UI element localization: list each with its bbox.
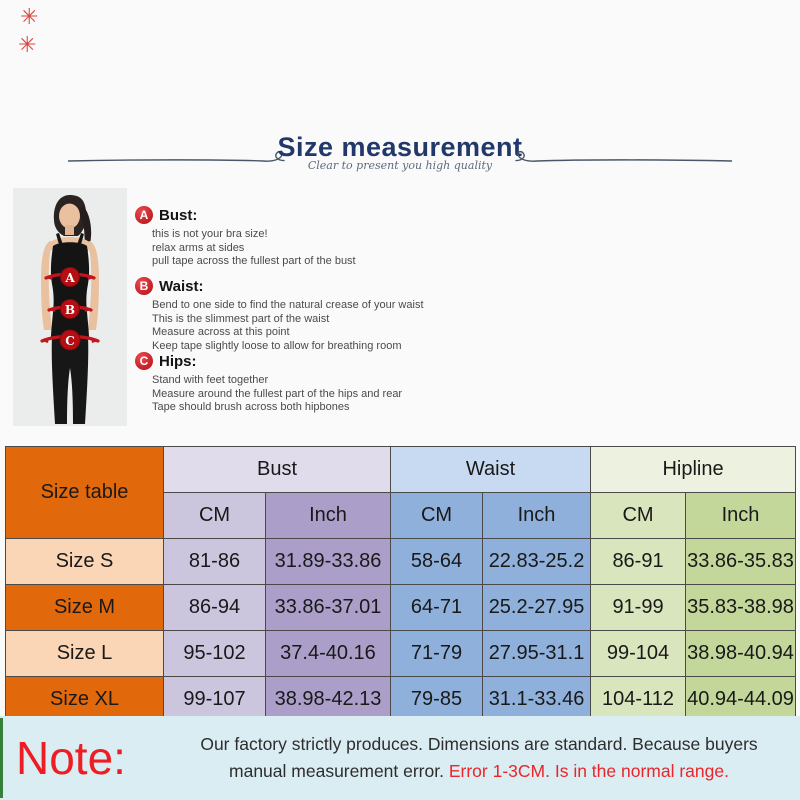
table-header-row — [6, 447, 796, 493]
note-banner — [0, 716, 800, 800]
marker-a-letter: A — [65, 271, 75, 285]
cell-waist-cm: 79-85 — [391, 677, 483, 722]
cell-bust-inch: 33.86-37.01 — [266, 585, 391, 631]
instruction-line: Measure across at this point — [152, 326, 290, 339]
cell-bust-inch: 37.4-40.16 — [266, 631, 391, 677]
marker-a-badge: A — [135, 206, 153, 224]
right-flourish-line — [502, 148, 732, 170]
header-waist-inch: Inch — [483, 493, 591, 539]
header-bust-cm: CM — [164, 493, 266, 539]
note-line2-red: Error 1-3CM. Is in the normal range. — [448, 761, 729, 781]
instruction-line: This is the slimmest part of the waist — [152, 312, 330, 325]
instruction-line: Tape should brush across both hipbones — [152, 401, 350, 414]
cell-size-label: Size S — [6, 539, 164, 585]
cell-hipline-inch: 35.83-38.98 — [686, 585, 796, 631]
table-row-size-s — [6, 539, 796, 585]
cell-waist-inch: 22.83-25.2 — [483, 539, 591, 585]
instruction-line: pull tape across the fullest part of the bust — [152, 255, 356, 268]
note-line1: Our factory strictly produces. Dimensions are standard. Because buyers — [200, 734, 758, 754]
cell-size-label: Size L — [6, 631, 164, 677]
instruction-waist-label: Waist: — [159, 277, 204, 295]
header-hipline: Hipline — [591, 447, 796, 493]
marker-b-badge: B — [135, 277, 153, 295]
marker-b-letter: B — [64, 303, 76, 317]
table-row-size-m — [6, 585, 796, 631]
header-hipline-cm: CM — [591, 493, 686, 539]
cell-hipline-cm: 91-99 — [591, 585, 686, 631]
cell-waist-inch: 27.95-31.1 — [483, 631, 591, 677]
cell-hipline-inch: 40.94-44.09 — [686, 677, 796, 722]
instruction-bust — [135, 206, 565, 269]
cell-waist-cm: 71-79 — [391, 631, 483, 677]
instruction-line: Stand with feet together — [152, 374, 269, 387]
cell-bust-cm: 95-102 — [164, 631, 266, 677]
note-label: Note: — [16, 732, 126, 784]
instruction-hips-label: Hips: — [159, 352, 197, 370]
cell-bust-cm: 99-107 — [164, 677, 266, 722]
header-hipline-inch: Inch — [686, 493, 796, 539]
instruction-line: Measure around the fullest part of the hips and rear — [152, 387, 403, 400]
note-line2-dark: manual measurement error. — [229, 761, 444, 781]
cell-waist-cm: 58-64 — [391, 539, 483, 585]
cell-bust-cm: 81-86 — [164, 539, 266, 585]
instruction-line: Bend to one side to find the natural crease of your waist — [152, 299, 424, 312]
cell-waist-cm: 64-71 — [391, 585, 483, 631]
table-row-size-xl — [6, 677, 796, 722]
marker-c-badge: C — [135, 352, 153, 370]
instruction-hips — [135, 352, 565, 415]
cell-bust-inch: 31.89-33.86 — [266, 539, 391, 585]
cell-hipline-cm: 104-112 — [591, 677, 686, 722]
model-photo — [13, 187, 127, 427]
page-title: Size measurement — [277, 132, 523, 162]
instruction-line: this is not your bra size! — [152, 228, 268, 241]
cell-hipline-cm: 99-104 — [591, 631, 686, 677]
size-table-corner: Size table — [6, 447, 164, 539]
cell-size-label: Size XL — [6, 677, 164, 722]
note-text — [166, 731, 800, 785]
cell-hipline-cm: 86-91 — [591, 539, 686, 585]
header-bust-inch: Inch — [266, 493, 391, 539]
instruction-line: Keep tape slightly loose to allow for breathing room — [152, 339, 402, 352]
header-bust: Bust — [164, 447, 391, 493]
cell-bust-cm: 86-94 — [164, 585, 266, 631]
instruction-line: relax arms at sides — [152, 241, 245, 254]
marker-c-letter: C — [65, 334, 75, 348]
cell-hipline-inch: 33.86-35.83 — [686, 539, 796, 585]
red-stamp-icon: ✳ — [18, 32, 37, 57]
header-waist-cm: CM — [391, 493, 483, 539]
instruction-bust-label: Bust: — [159, 206, 198, 224]
page-subtitle: Clear to present you high quality — [307, 159, 493, 172]
table-row-size-l — [6, 631, 796, 677]
red-stamp-icon: ✳ — [20, 4, 39, 29]
instruction-waist — [135, 277, 565, 353]
cell-hipline-inch: 38.98-40.94 — [686, 631, 796, 677]
cell-waist-inch: 31.1-33.46 — [483, 677, 591, 722]
cell-waist-inch: 25.2-27.95 — [483, 585, 591, 631]
cell-bust-inch: 38.98-42.13 — [266, 677, 391, 722]
header-waist: Waist — [391, 447, 591, 493]
cell-size-label: Size M — [6, 585, 164, 631]
size-table — [5, 446, 796, 722]
